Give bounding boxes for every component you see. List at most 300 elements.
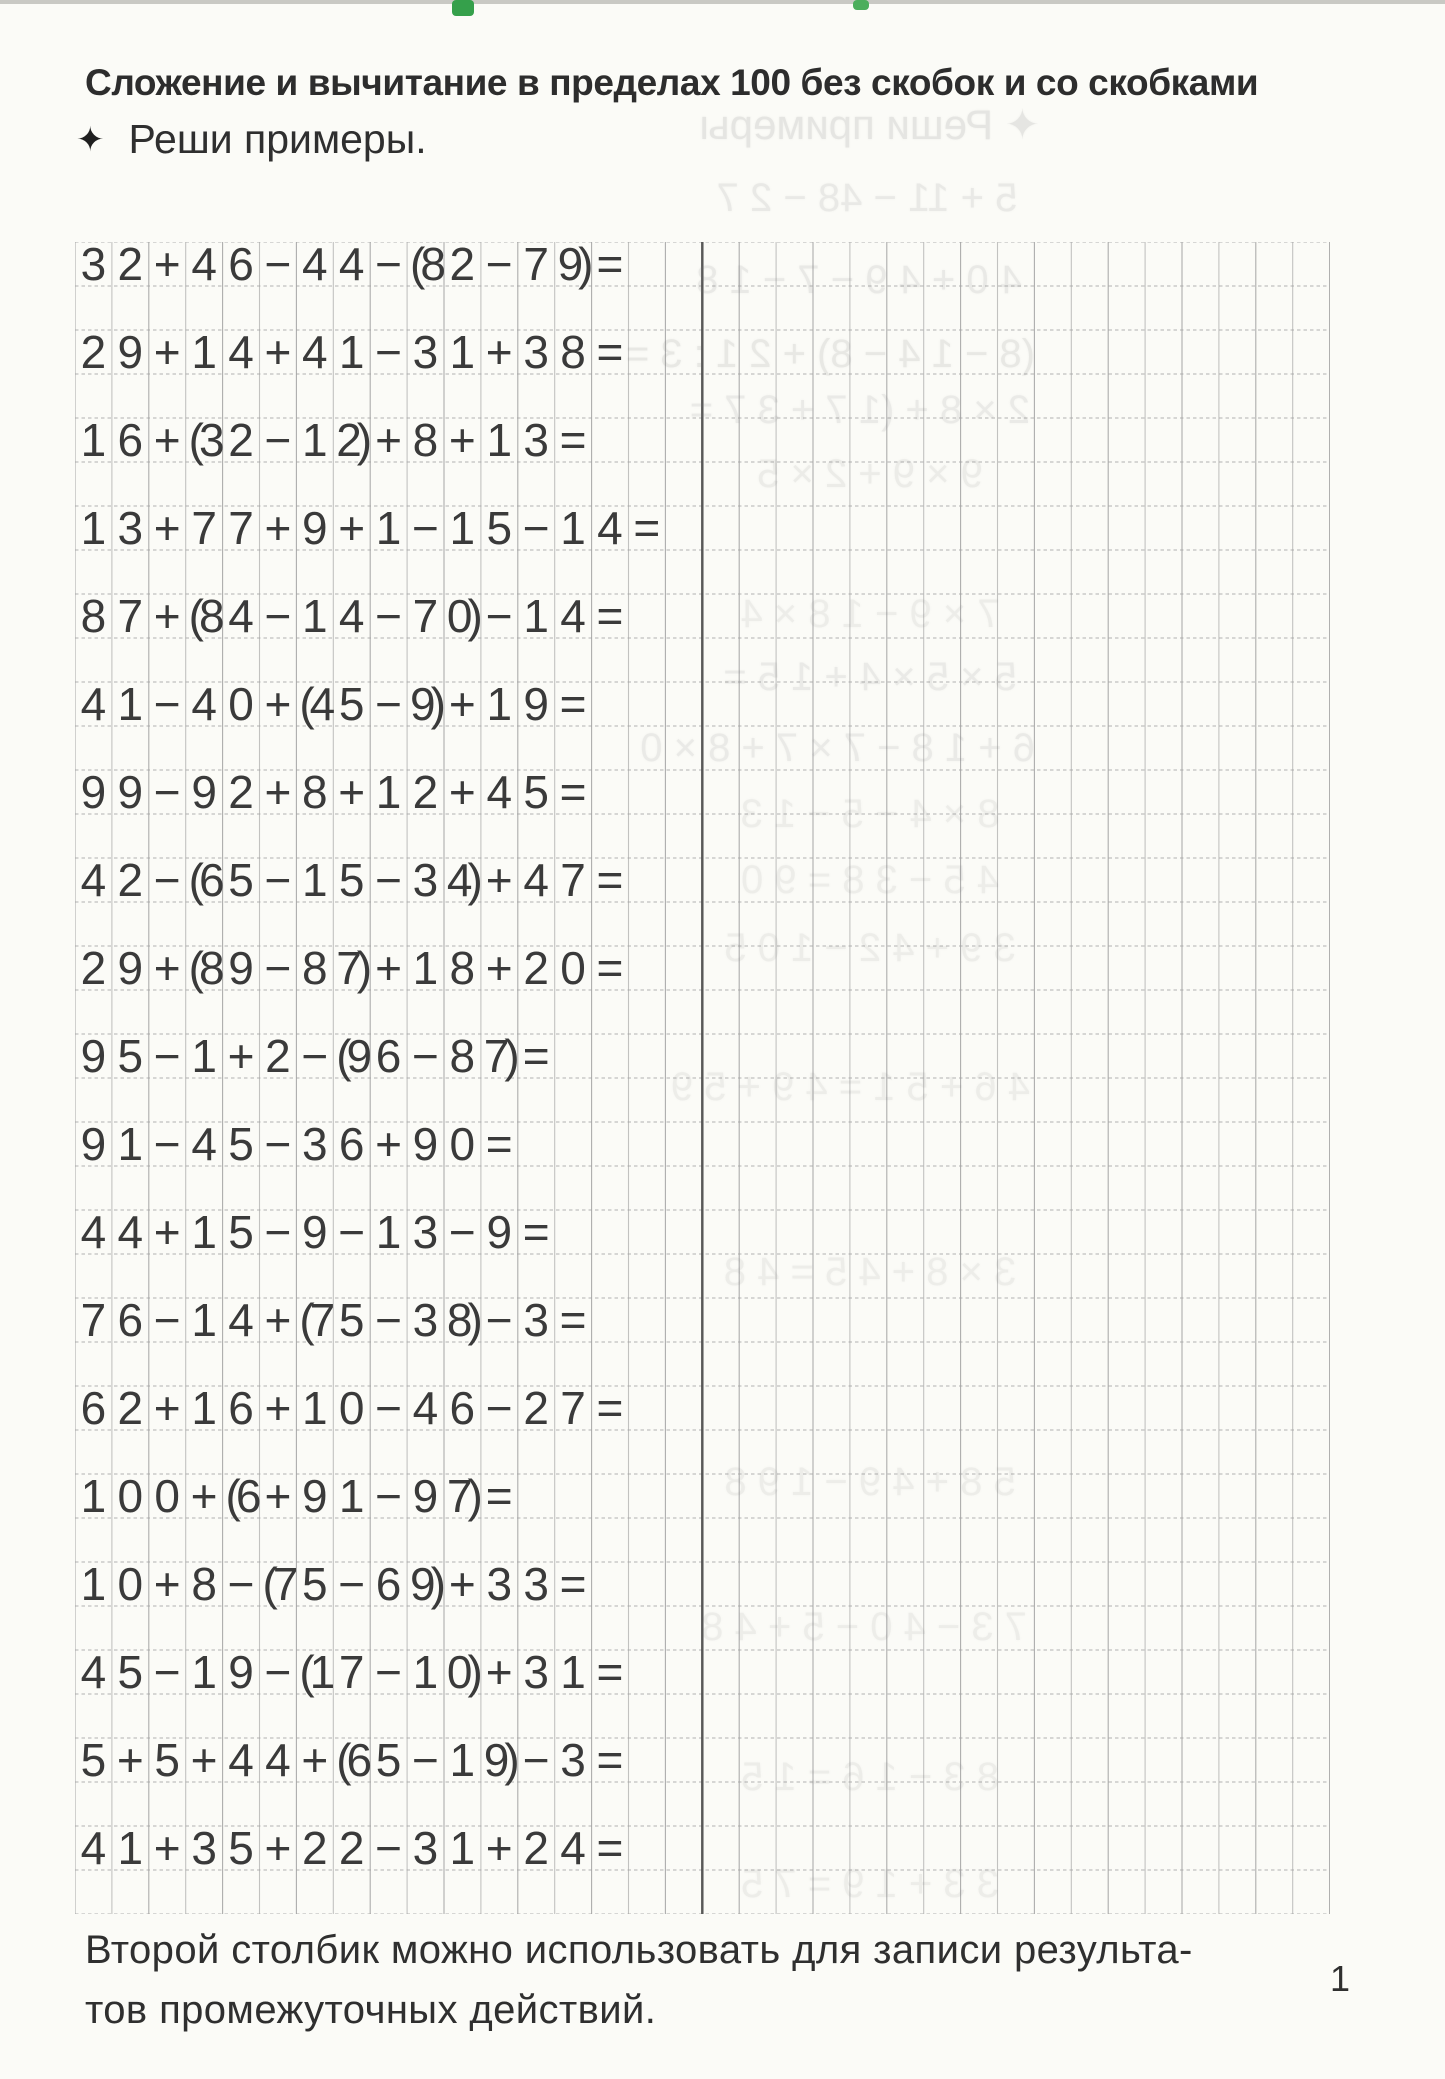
exercise-cell: − — [153, 1118, 181, 1170]
exercise-cell: = — [596, 1822, 624, 1874]
exercise-cell: 3 — [412, 326, 439, 378]
exercise-cell: 1 — [301, 1382, 328, 1434]
exercise-cell: 2 — [301, 1822, 328, 1874]
exercise-row — [75, 1734, 628, 1786]
exercise-cell: − — [375, 1646, 402, 1698]
exercise-cell: 4 — [191, 1118, 217, 1170]
exercise-cell: − — [264, 238, 292, 290]
exercise-cell: = — [485, 1470, 513, 1522]
exercise-cell: + — [264, 326, 292, 378]
exercise-cell: 9 — [523, 678, 549, 730]
exercise-cell: + — [485, 1822, 513, 1874]
exercise-cell: 4 — [117, 1206, 144, 1258]
exercise-cell: 1 — [191, 1206, 217, 1258]
exercise-cell: 8 — [449, 1030, 476, 1082]
exercise-cell: = — [559, 766, 587, 818]
exercise-cell: 1 — [486, 678, 513, 730]
exercise-cell: 3 — [523, 414, 549, 466]
exercise-cell: = — [559, 1558, 587, 1610]
exercise-cell: 7) — [483, 1030, 515, 1082]
exercise-row — [75, 678, 591, 730]
exercise-cell: 2) — [336, 414, 368, 466]
exercise-cell: 5 — [228, 854, 254, 906]
exercise-cell: + — [153, 238, 181, 290]
exercise-cell: 4 — [80, 1206, 107, 1258]
exercise-cell: − — [264, 1118, 292, 1170]
exercise-cell: 9 — [412, 1118, 439, 1170]
exercise-cell: − — [153, 766, 181, 818]
exercise-cell: − — [485, 1382, 513, 1434]
exercise-cell: 7 — [523, 238, 549, 290]
exercise-cell: 1 — [301, 590, 328, 642]
exercise-cell: 9 — [301, 502, 328, 554]
exercise-cell: 1 — [80, 1558, 107, 1610]
exercise-cell: − — [264, 942, 292, 994]
exercise-row — [75, 326, 628, 378]
exercise-cell: (8 — [188, 590, 220, 642]
exercise-cell: 8 — [301, 766, 328, 818]
exercise-cell: 1 — [338, 1470, 365, 1522]
exercise-cell: 4 — [265, 1734, 291, 1786]
exercise-cell: + — [375, 1118, 402, 1170]
exercise-cell: = — [596, 1646, 624, 1698]
exercise-cell: 1 — [560, 502, 586, 554]
exercise-cell: 0 — [154, 1470, 181, 1522]
prompt-text: Реши примеры. — [128, 116, 427, 162]
exercise-cell: 6 — [117, 414, 144, 466]
exercise-cell: 2 — [228, 414, 254, 466]
exercise-row — [75, 942, 628, 994]
exercise-cell: 1 — [449, 1734, 476, 1786]
exercise-cell: − — [153, 1294, 181, 1346]
exercise-cell: 7 — [560, 854, 586, 906]
exercise-cell: 2 — [523, 942, 549, 994]
exercise-cell: 2 — [523, 1382, 549, 1434]
exercise-cell: + — [153, 1382, 181, 1434]
exercise-cell: − — [412, 502, 439, 554]
exercise-cell: 4 — [80, 1646, 107, 1698]
exercise-cell: 1 — [80, 414, 107, 466]
exercise-cell: − — [264, 590, 292, 642]
exercise-cell: 3 — [523, 1646, 549, 1698]
exercise-cell: 5 — [338, 854, 365, 906]
exercise-cell: 1 — [560, 1646, 586, 1698]
exercise-cell: − — [338, 1558, 366, 1610]
exercise-cell: 2 — [449, 238, 476, 290]
exercise-cell: + — [264, 1382, 292, 1434]
exercise-cell: − — [375, 678, 402, 730]
exercise-cell: 0 — [228, 678, 254, 730]
exercise-cell: 9 — [80, 766, 107, 818]
exercise-cell: = — [596, 854, 624, 906]
exercise-cell: 4 — [560, 590, 586, 642]
exercise-cell: 2 — [338, 1822, 365, 1874]
exercise-cell: + — [153, 1822, 181, 1874]
exercise-cell: 5 — [228, 1206, 254, 1258]
exercise-cell: 7 — [117, 590, 144, 642]
exercise-cell: 2 — [80, 942, 107, 994]
exercise-cell: 6 — [375, 1030, 402, 1082]
exercise-cell: 3 — [523, 1294, 549, 1346]
bleedthrough-text: ✦ Реши примеры — [699, 101, 1040, 148]
exercise-cell: − — [375, 854, 402, 906]
exercise-cell: + — [153, 326, 181, 378]
exercise-cell: 7) — [446, 1470, 478, 1522]
exercise-cell: + — [338, 766, 366, 818]
exercise-cell: 1 — [412, 942, 439, 994]
exercise-cell: 3 — [117, 502, 144, 554]
exercise-cell: 8) — [446, 1294, 478, 1346]
exercise-row — [75, 414, 591, 466]
exercise-cell: 8 — [80, 590, 107, 642]
exercise-cell: (7 — [299, 1294, 331, 1346]
exercise-cell: − — [153, 1646, 181, 1698]
exercise-cell: − — [412, 1030, 439, 1082]
exercise-cell: 7 — [228, 502, 254, 554]
exercise-cell: = — [596, 238, 624, 290]
exercise-cell: 1 — [191, 1030, 217, 1082]
exercise-cell: − — [301, 1030, 329, 1082]
exercise-cell: + — [338, 502, 366, 554]
exercise-cell: − — [412, 1734, 439, 1786]
bleedthrough-text: (8 − 1 4 − 8) + 2 1 : 3 = — [625, 332, 1035, 376]
footer-note-line1: Второй столбик можно использовать для записи результа- — [85, 1928, 1193, 1972]
exercise-cell: 3 — [412, 1822, 439, 1874]
exercise-cell: 9 — [301, 1470, 328, 1522]
bleedthrough-text: 4 0 + 4 9 − 7 − 1 8 — [696, 258, 1022, 302]
exercise-cell: 7 — [560, 1382, 586, 1434]
exercise-cell: = — [596, 1734, 624, 1786]
exercise-cell: 4 — [523, 854, 549, 906]
exercise-cell: 4 — [338, 590, 365, 642]
exercise-cell: 5 — [523, 766, 549, 818]
exercise-cell: 4 — [191, 238, 217, 290]
exercise-cell: 4 — [80, 678, 107, 730]
bleedthrough-text: 3 3 + 1 9 = 7 5 — [741, 1862, 999, 1906]
exercise-cell: − — [153, 1030, 181, 1082]
exercise-cell: 2 — [523, 1822, 549, 1874]
exercise-cell: + — [375, 414, 402, 466]
exercise-cell: 4 — [191, 678, 217, 730]
exercise-cell: 1 — [375, 1206, 402, 1258]
exercise-cell: 9 — [117, 766, 144, 818]
exercise-cell: 3 — [80, 238, 107, 290]
exercise-cell: 6 — [228, 1382, 254, 1434]
exercise-row — [75, 502, 665, 554]
exercise-cell: 1 — [117, 1118, 144, 1170]
exercise-cell: 3 — [560, 1734, 586, 1786]
exercise-cell: 9 — [117, 942, 144, 994]
exercise-cell: + — [485, 942, 513, 994]
exercise-cell: = — [596, 942, 624, 994]
exercise-cell: + — [448, 766, 476, 818]
exercise-row — [75, 590, 628, 642]
exercise-cell: 3 — [412, 1294, 439, 1346]
exercise-cell: 7) — [336, 942, 368, 994]
exercise-cell: + — [264, 678, 292, 730]
exercise-cell: (1 — [299, 1646, 331, 1698]
exercise-cell: − — [522, 502, 550, 554]
exercise-cell: = — [596, 326, 624, 378]
exercise-cell: − — [264, 414, 292, 466]
exercise-cell: 4 — [486, 766, 513, 818]
exercise-cell: 1 — [375, 502, 402, 554]
exercise-cell: − — [338, 1206, 366, 1258]
exercise-cell: 9) — [483, 1734, 515, 1786]
exercise-cell: + — [485, 326, 513, 378]
exercise-cell: 7 — [338, 1646, 365, 1698]
exercise-cell: 5 — [228, 1118, 254, 1170]
exercise-cell: 8 — [301, 942, 328, 994]
exercise-cell: 2 — [117, 238, 144, 290]
exercise-cell: + — [190, 1734, 218, 1786]
exercise-cell: 9) — [410, 1558, 441, 1610]
exercise-cell: 1 — [301, 854, 328, 906]
exercise-cell: 5 — [228, 1822, 254, 1874]
exercise-cell: + — [448, 678, 476, 730]
exercise-cell: − — [375, 1470, 402, 1522]
exercise-cell: − — [485, 1294, 513, 1346]
exercise-cell: = — [559, 678, 587, 730]
exercise-cell: = — [559, 1294, 587, 1346]
exercise-cell: − — [375, 326, 402, 378]
exercise-cell: 2 — [228, 766, 254, 818]
exercise-cell: 6 — [375, 1558, 402, 1610]
exercise-cell: 6 — [228, 238, 254, 290]
exercise-cell: + — [264, 766, 292, 818]
exercise-cell: − — [375, 1822, 402, 1874]
exercise-cell: 1 — [375, 766, 402, 818]
exercise-cell: (9 — [336, 1030, 368, 1082]
bleedthrough-text: 6 + 1 8 − 7 × 7 + 8 × 0 — [640, 726, 1035, 770]
exercise-cell: (6 — [225, 1470, 257, 1522]
exercise-cell: 7 — [412, 590, 439, 642]
exercise-cell: 0) — [446, 1646, 478, 1698]
exercise-cell: 0 — [338, 1382, 365, 1434]
exercise-row — [75, 1118, 518, 1170]
exercise-cell: 8 — [412, 414, 439, 466]
exercise-cell: + — [227, 1030, 255, 1082]
exercise-row — [75, 1206, 555, 1258]
page-number: 1 — [1330, 1958, 1351, 1999]
exercise-cell: 4 — [338, 238, 365, 290]
exercise-row — [75, 854, 628, 906]
exercise-cell: 6 — [80, 1382, 107, 1434]
exercise-cell: 9) — [410, 678, 441, 730]
exercise-cell: 9 — [228, 942, 254, 994]
exercise-cell: 2 — [80, 326, 107, 378]
exercise-cell: 5 — [375, 1734, 402, 1786]
star-bullet-icon: ✦ — [76, 120, 105, 159]
exercise-cell: 4 — [80, 854, 107, 906]
exercise-cell: 8 — [449, 942, 476, 994]
exercise-cell: = — [522, 1030, 550, 1082]
exercise-cell: = — [596, 590, 624, 642]
exercise-cell: 1 — [338, 326, 365, 378]
exercise-cell: 2 — [117, 854, 144, 906]
exercise-cell: − — [485, 590, 513, 642]
exercise-cell: 1 — [117, 1822, 144, 1874]
exercise-cell: 1 — [80, 1470, 107, 1522]
exercise-cell: (6 — [188, 854, 220, 906]
green-mark — [853, 0, 869, 10]
exercise-cell: 3 — [412, 1206, 439, 1258]
exercise-cell: 4 — [412, 1382, 439, 1434]
exercise-cell: 0 — [560, 942, 586, 994]
exercise-cell: − — [227, 1558, 255, 1610]
exercise-cell: 1 — [80, 502, 107, 554]
exercise-cell: 5 — [301, 1558, 328, 1610]
bleedthrough-text: 5 8 + 4 9 − 1 9 8 — [724, 1460, 1016, 1504]
exercise-cell: 9 — [301, 1206, 328, 1258]
exercise-cell: 1 — [301, 414, 328, 466]
exercise-cell: = — [485, 1118, 513, 1170]
exercise-row — [75, 1294, 591, 1346]
exercise-cell: + — [301, 1734, 329, 1786]
exercise-cell: 1 — [486, 414, 513, 466]
exercise-cell: 4 — [228, 590, 254, 642]
exercise-cell: (8 — [410, 238, 441, 290]
exercise-cell: 4 — [560, 1822, 586, 1874]
exercise-cell: 4 — [80, 1822, 107, 1874]
exercise-cell: 4 — [228, 326, 254, 378]
exercise-cell: − — [375, 1382, 402, 1434]
exercise-cell: + — [153, 1558, 181, 1610]
exercise-row — [75, 1470, 518, 1522]
exercise-cell: 4) — [446, 854, 478, 906]
exercise-cell: + — [153, 590, 181, 642]
page-title: Сложение и вычитание в пределах 100 без скобок и со скобками — [85, 62, 1259, 103]
exercise-cell: − — [153, 854, 181, 906]
footer-note-line2: тов промежуточных действий. — [85, 1988, 657, 2032]
bleedthrough-text: 8 3 − 1 6 = 1 5 — [741, 1755, 999, 1799]
exercise-cell: + — [153, 942, 181, 994]
exercise-cell: + — [264, 502, 292, 554]
exercise-cell: 7 — [80, 1294, 107, 1346]
exercise-cell: (3 — [188, 414, 220, 466]
exercise-cell: + — [264, 1822, 292, 1874]
exercise-cell: 6 — [449, 1382, 476, 1434]
bleedthrough-text: 7 3 − 4 0 − 5 + 4 8 — [701, 1605, 1027, 1649]
exercise-cell: 9 — [80, 1118, 107, 1170]
exercise-cell: (6 — [336, 1734, 368, 1786]
exercise-cell: 9 — [228, 1646, 254, 1698]
bleedthrough-text: 7 × 9 − 1 8 × 4 — [740, 592, 1000, 636]
exercise-cell: − — [375, 590, 402, 642]
bleedthrough-text: 4 6 + 5 1 = 4 9 + 5 9 — [670, 1065, 1030, 1109]
exercise-cell: 4 — [228, 1734, 254, 1786]
exercise-cell: + — [116, 1734, 144, 1786]
exercise-row — [75, 1822, 628, 1874]
exercise-cell: + — [264, 1294, 292, 1346]
exercise-cell: 1 — [449, 326, 476, 378]
exercise-cell: 1 — [191, 1294, 217, 1346]
exercise-cell: + — [153, 414, 181, 466]
green-mark — [452, 0, 474, 16]
exercise-cell: 2 — [117, 1382, 144, 1434]
exercise-cell: 3 — [523, 1558, 549, 1610]
exercise-cell: 1 — [191, 326, 217, 378]
exercise-cell: − — [375, 238, 402, 290]
scan-top-edge — [0, 0, 1445, 4]
exercise-cell: + — [190, 1470, 218, 1522]
exercise-cell: 9 — [80, 1030, 107, 1082]
exercise-cell: (4 — [299, 678, 331, 730]
exercise-cell: − — [522, 1734, 550, 1786]
exercise-cell: + — [153, 1206, 181, 1258]
bleedthrough-text: 5 × 5 × 4 + 1 5 = — [723, 655, 1017, 699]
exercise-cell: 4 — [597, 502, 623, 554]
exercise-cell: 1 — [191, 1646, 217, 1698]
exercise-cell: + — [448, 414, 476, 466]
exercise-cell: + — [153, 502, 181, 554]
exercise-cell: 4 — [228, 1294, 254, 1346]
exercise-cell: − — [153, 678, 181, 730]
exercise-cell: − — [485, 238, 513, 290]
exercise-cell: 5 — [117, 1646, 144, 1698]
exercise-cell: 5 — [338, 1294, 365, 1346]
exercise-cell: 4 — [301, 238, 328, 290]
exercise-cell: + — [264, 1470, 292, 1522]
bleedthrough-text: 4 5 − 3 8 = 9 0 — [741, 858, 999, 902]
exercise-cell: − — [375, 1294, 402, 1346]
exercise-cell: 5 — [80, 1734, 107, 1786]
exercise-cell: 1 — [449, 1822, 476, 1874]
exercise-cell: − — [264, 1206, 292, 1258]
exercise-cell: 9) — [557, 238, 589, 290]
exercise-cell: 0 — [449, 1118, 476, 1170]
exercise-cell: 5 — [338, 678, 365, 730]
exercise-cell: 9 — [117, 326, 144, 378]
exercise-cell: 0 — [117, 1558, 144, 1610]
exercise-cell: 1 — [449, 502, 476, 554]
exercise-cell: + — [485, 854, 513, 906]
exercise-cell: (8 — [188, 942, 220, 994]
exercise-cell: 2 — [412, 766, 439, 818]
exercise-cell: = — [633, 502, 661, 554]
exercise-cell: + — [485, 1646, 513, 1698]
exercise-cell: 8 — [191, 1558, 217, 1610]
exercise-cell: (7 — [262, 1558, 294, 1610]
exercise-cell: 5 — [154, 1734, 181, 1786]
exercise-row — [75, 1382, 628, 1434]
exercise-row — [75, 1030, 555, 1082]
exercise-cell: − — [264, 1646, 292, 1698]
exercise-cell: 3 — [412, 854, 439, 906]
exercise-cell: = — [596, 1382, 624, 1434]
exercise-cell: − — [448, 1206, 476, 1258]
exercise-cell: − — [264, 854, 292, 906]
exercise-cell: 1 — [191, 1382, 217, 1434]
exercise-cell: 0 — [117, 1470, 144, 1522]
exercise-row — [75, 766, 591, 818]
exercise-cell: 3 — [301, 1118, 328, 1170]
exercise-row — [75, 1558, 591, 1610]
bleedthrough-text: 3 9 + 4 2 − 1 0 5 — [724, 926, 1016, 970]
exercise-cell: 3 — [486, 1558, 513, 1610]
exercise-cell: 3 — [191, 1822, 217, 1874]
exercise-cell: 4 — [301, 326, 328, 378]
bleedthrough-text: 9 × 9 + 2 × 5 — [757, 452, 983, 496]
exercise-cell: 6 — [338, 1118, 365, 1170]
exercise-cell: 9 — [191, 766, 217, 818]
exercise-cell: 2 — [265, 1030, 291, 1082]
exercise-cell: + — [375, 942, 402, 994]
exercise-cell: 5 — [117, 1030, 144, 1082]
exercise-cell: 5 — [486, 502, 513, 554]
bleedthrough-text: 3 × 8 + 4 5 = 4 8 — [723, 1250, 1017, 1294]
exercise-cell: 8 — [560, 326, 586, 378]
